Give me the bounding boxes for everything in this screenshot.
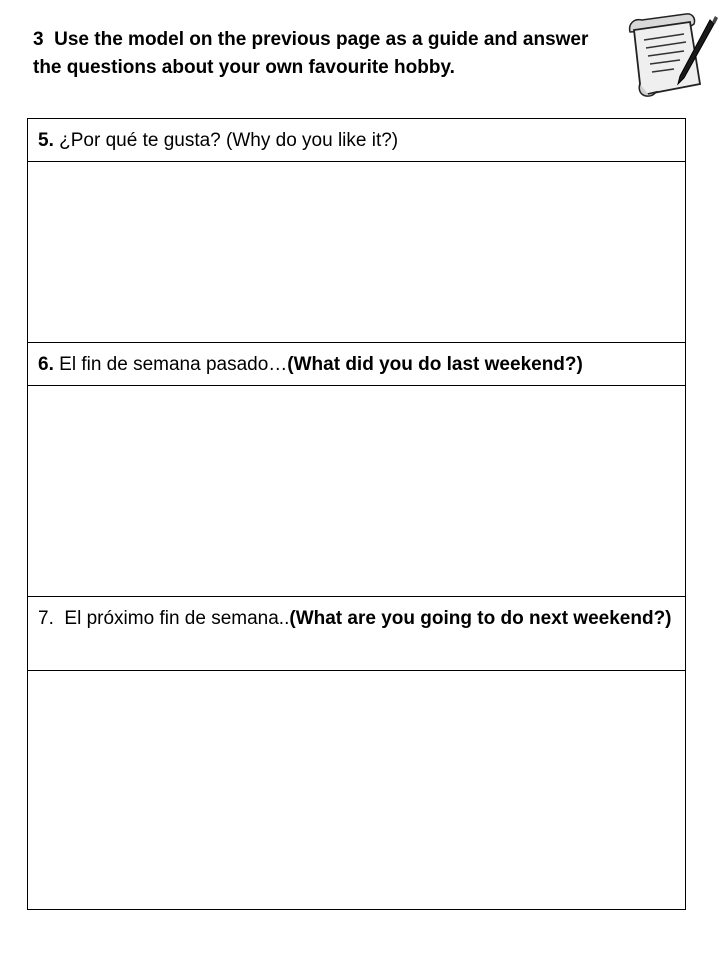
instruction-number: 3 [33, 29, 44, 50]
instruction-text: Use the model on the previous page as a guide and answer the questions about your own favourite hobby. [33, 29, 589, 78]
instructions-heading [33, 26, 603, 82]
question-6-number: 6. [38, 354, 54, 375]
question-5-header [28, 119, 686, 162]
question-7-header [28, 597, 686, 671]
question-6-text: El fin de semana pasado… [59, 354, 288, 375]
question-6-header [28, 343, 686, 386]
answer-5-box[interactable] [28, 162, 686, 343]
answer-7-box[interactable] [28, 671, 686, 910]
paper-with-pen-icon [622, 6, 718, 102]
question-7-number: 7. [38, 608, 54, 629]
question-6-translation: (What did you do last weekend?) [287, 354, 583, 375]
question-5-number: 5. [38, 130, 54, 151]
question-7-text: El próximo fin de semana.. [64, 608, 290, 629]
question-table [27, 118, 686, 910]
answer-6-box[interactable] [28, 386, 686, 597]
question-5-text: ¿Por qué te gusta? (Why do you like it?) [59, 130, 399, 151]
question-7-translation: (What are you going to do next weekend?) [289, 608, 672, 629]
